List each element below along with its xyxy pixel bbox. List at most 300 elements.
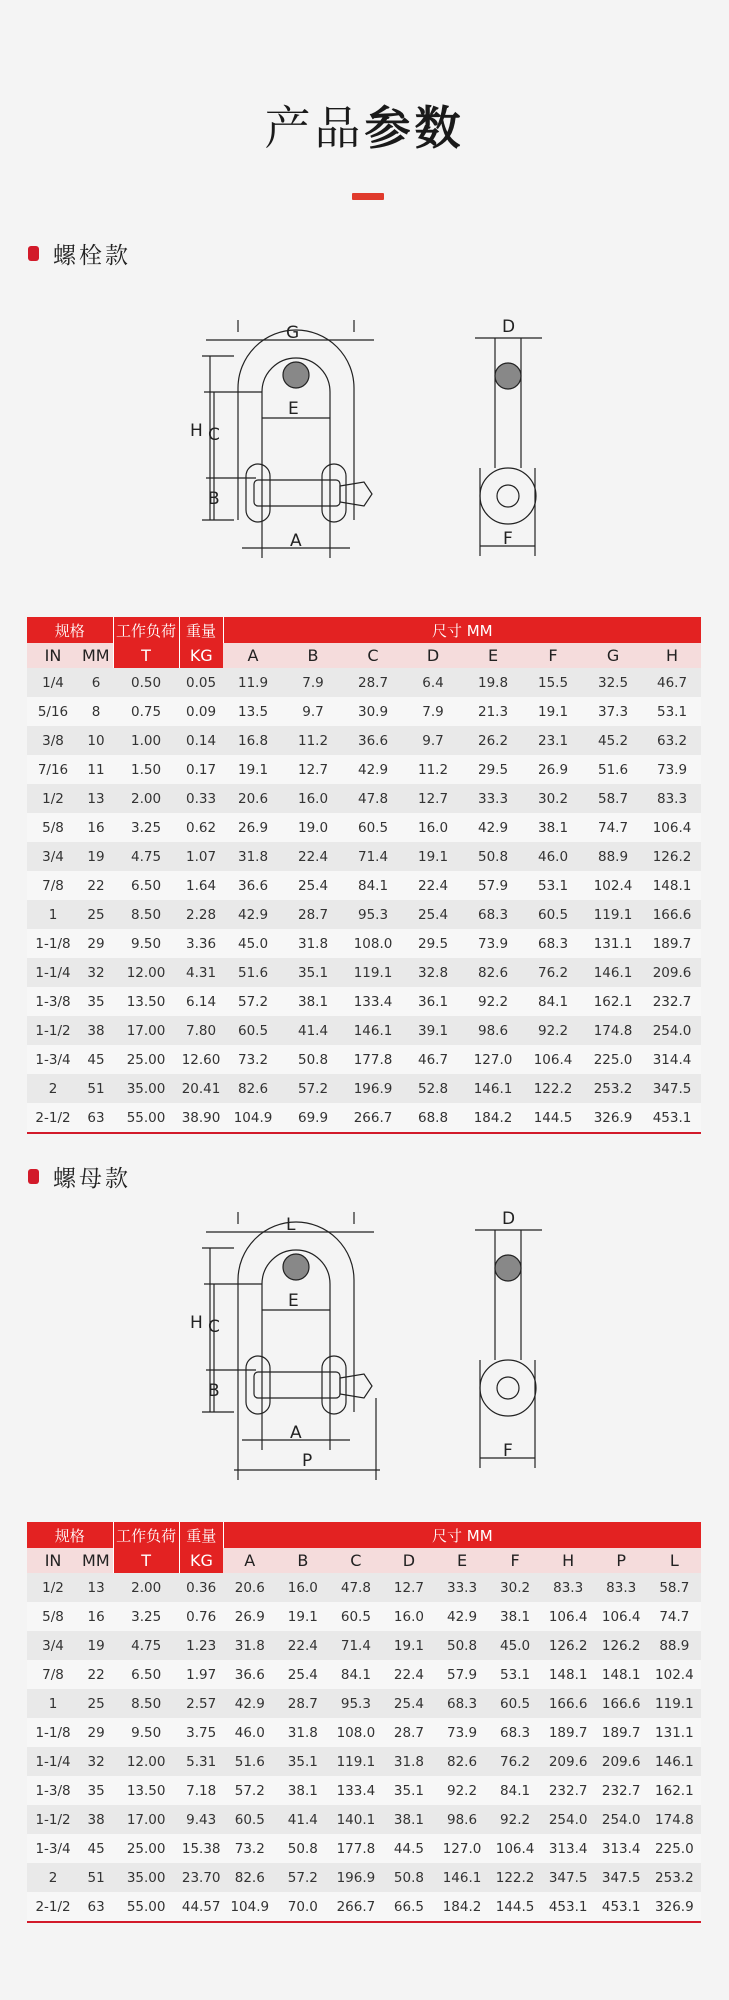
table-cell: 84.1 bbox=[329, 1660, 382, 1689]
table-cell: 131.1 bbox=[648, 1718, 701, 1747]
column-header-cell: KG bbox=[179, 643, 223, 668]
table-cell: 68.3 bbox=[435, 1689, 488, 1718]
dim-label-A: A bbox=[290, 531, 302, 551]
table-cell: 11.2 bbox=[403, 755, 463, 784]
table-cell: 146.1 bbox=[648, 1747, 701, 1776]
table-row bbox=[27, 900, 701, 929]
table-cell: 12.60 bbox=[179, 1045, 223, 1074]
table-cell: 2.00 bbox=[113, 784, 179, 813]
table-cell: 82.6 bbox=[223, 1863, 276, 1892]
table-cell: 16.0 bbox=[403, 813, 463, 842]
table-cell: 45.0 bbox=[489, 1631, 542, 1660]
dim-label-H: H bbox=[190, 421, 203, 441]
dim-label-F: F bbox=[503, 529, 513, 549]
table-cell: 0.17 bbox=[179, 755, 223, 784]
table-cell: 28.7 bbox=[283, 900, 343, 929]
table-cell: 73.2 bbox=[223, 1045, 283, 1074]
table-cell: 1-3/8 bbox=[27, 1776, 79, 1805]
table-cell: 7.9 bbox=[403, 697, 463, 726]
column-header-cell: D bbox=[382, 1548, 435, 1573]
column-header-cell: E bbox=[463, 643, 523, 668]
table-cell: 30.2 bbox=[523, 784, 583, 813]
table-cell: 146.1 bbox=[583, 958, 643, 987]
column-header-cell: H bbox=[643, 643, 701, 668]
table-cell: 42.9 bbox=[463, 813, 523, 842]
table-cell: 162.1 bbox=[648, 1776, 701, 1805]
table-cell: 76.2 bbox=[523, 958, 583, 987]
table-cell: 166.6 bbox=[595, 1689, 648, 1718]
table-cell: 88.9 bbox=[648, 1631, 701, 1660]
table-cell: 7/8 bbox=[27, 1660, 79, 1689]
table-cell: 1-1/8 bbox=[27, 1718, 79, 1747]
table-cell: 108.0 bbox=[329, 1718, 382, 1747]
table-cell: 209.6 bbox=[595, 1747, 648, 1776]
table-cell: 28.7 bbox=[343, 668, 403, 697]
table-cell: 19 bbox=[79, 842, 113, 871]
table-cell: 0.62 bbox=[179, 813, 223, 842]
table-cell: 28.7 bbox=[382, 1718, 435, 1747]
column-header-cell: T bbox=[113, 643, 179, 668]
table-cell: 83.3 bbox=[542, 1573, 595, 1602]
table-cell: 57.2 bbox=[223, 987, 283, 1016]
table-cell: 92.2 bbox=[463, 987, 523, 1016]
table-cell: 1 bbox=[27, 900, 79, 929]
table-cell: 57.9 bbox=[463, 871, 523, 900]
table-cell: 347.5 bbox=[542, 1863, 595, 1892]
table-cell: 28.7 bbox=[276, 1689, 329, 1718]
table-row bbox=[27, 1892, 701, 1922]
column-header-cell: L bbox=[648, 1548, 701, 1573]
table-cell: 13.50 bbox=[113, 1776, 179, 1805]
table-cell: 3.75 bbox=[179, 1718, 223, 1747]
table-cell: 12.7 bbox=[382, 1573, 435, 1602]
table-cell: 55.00 bbox=[113, 1892, 179, 1922]
table-row bbox=[27, 1045, 701, 1074]
table-cell: 122.2 bbox=[489, 1863, 542, 1892]
dim-label-H: H bbox=[190, 1313, 203, 1333]
table-cell: 22 bbox=[79, 1660, 113, 1689]
table-cell: 1.50 bbox=[113, 755, 179, 784]
table-cell: 0.05 bbox=[179, 668, 223, 697]
table-cell: 46.0 bbox=[223, 1718, 276, 1747]
table-cell: 82.6 bbox=[223, 1074, 283, 1103]
table-cell: 22.4 bbox=[283, 842, 343, 871]
table-cell: 29.5 bbox=[403, 929, 463, 958]
table-cell: 57.2 bbox=[276, 1863, 329, 1892]
table-cell: 17.00 bbox=[113, 1805, 179, 1834]
table-cell: 177.8 bbox=[343, 1045, 403, 1074]
table-cell: 30.9 bbox=[343, 697, 403, 726]
table-cell: 25.4 bbox=[276, 1660, 329, 1689]
table-cell: 58.7 bbox=[583, 784, 643, 813]
table-cell: 45.0 bbox=[223, 929, 283, 958]
table-cell: 35.00 bbox=[113, 1863, 179, 1892]
column-header-cell: MM bbox=[79, 643, 113, 668]
table-cell: 16 bbox=[79, 813, 113, 842]
table-cell: 209.6 bbox=[643, 958, 701, 987]
table-cell: 38.90 bbox=[179, 1103, 223, 1133]
column-header-cell: H bbox=[542, 1548, 595, 1573]
table-cell: 2.57 bbox=[179, 1689, 223, 1718]
table-cell: 46.7 bbox=[643, 668, 701, 697]
table-cell: 225.0 bbox=[583, 1045, 643, 1074]
table-cell: 225.0 bbox=[648, 1834, 701, 1863]
column-header-cell: MM bbox=[79, 1548, 113, 1573]
column-header-cell: A bbox=[223, 643, 283, 668]
table-cell: 46.0 bbox=[523, 842, 583, 871]
section-bolt-type-heading bbox=[28, 238, 131, 268]
table-cell: 146.1 bbox=[435, 1863, 488, 1892]
table-cell: 25.00 bbox=[113, 1834, 179, 1863]
table-cell: 453.1 bbox=[542, 1892, 595, 1922]
table-cell: 66.5 bbox=[382, 1892, 435, 1922]
table-row bbox=[27, 1718, 701, 1747]
column-header-cell: F bbox=[523, 643, 583, 668]
table-cell: 1.07 bbox=[179, 842, 223, 871]
table-cell: 83.3 bbox=[643, 784, 701, 813]
table-row bbox=[27, 871, 701, 900]
column-header-cell: A bbox=[223, 1548, 276, 1573]
table-cell: 140.1 bbox=[329, 1805, 382, 1834]
table-cell: 1-3/4 bbox=[27, 1045, 79, 1074]
table-cell: 21.3 bbox=[463, 697, 523, 726]
table-cell: 50.8 bbox=[382, 1863, 435, 1892]
table-cell: 106.4 bbox=[523, 1045, 583, 1074]
table-cell: 16.0 bbox=[382, 1602, 435, 1631]
table-cell: 19.1 bbox=[276, 1602, 329, 1631]
table-cell: 47.8 bbox=[329, 1573, 382, 1602]
table-cell: 7.9 bbox=[283, 668, 343, 697]
table-cell: 50.8 bbox=[463, 842, 523, 871]
table-cell: 84.1 bbox=[489, 1776, 542, 1805]
table-cell: 73.9 bbox=[643, 755, 701, 784]
table-cell: 42.9 bbox=[343, 755, 403, 784]
table-cell: 16 bbox=[79, 1602, 113, 1631]
group-header-cell: 工作负荷 bbox=[113, 617, 179, 643]
table-cell: 22.4 bbox=[403, 871, 463, 900]
table-cell: 32 bbox=[79, 958, 113, 987]
table-cell: 41.4 bbox=[283, 1016, 343, 1045]
table-cell: 31.8 bbox=[223, 842, 283, 871]
table-cell: 5.31 bbox=[179, 1747, 223, 1776]
table-row bbox=[27, 1689, 701, 1718]
table-cell: 22.4 bbox=[382, 1660, 435, 1689]
table-row bbox=[27, 1776, 701, 1805]
table-cell: 148.1 bbox=[643, 871, 701, 900]
table-cell: 51 bbox=[79, 1863, 113, 1892]
table-cell: 71.4 bbox=[329, 1631, 382, 1660]
table-cell: 32.5 bbox=[583, 668, 643, 697]
table-cell: 31.8 bbox=[276, 1718, 329, 1747]
table-cell: 3.25 bbox=[113, 813, 179, 842]
table-row bbox=[27, 1016, 701, 1045]
column-header-cell: G bbox=[583, 643, 643, 668]
group-header-cell: 规格 bbox=[27, 617, 113, 643]
table-cell: 104.9 bbox=[223, 1892, 276, 1922]
table-cell: 266.7 bbox=[343, 1103, 403, 1133]
table-cell: 60.5 bbox=[343, 813, 403, 842]
table-cell: 47.8 bbox=[343, 784, 403, 813]
table-row bbox=[27, 668, 701, 697]
table-cell: 42.9 bbox=[223, 900, 283, 929]
table-cell: 60.5 bbox=[223, 1016, 283, 1045]
table-cell: 12.00 bbox=[113, 958, 179, 987]
table-cell: 254.0 bbox=[643, 1016, 701, 1045]
table-cell: 254.0 bbox=[595, 1805, 648, 1834]
table-cell: 84.1 bbox=[523, 987, 583, 1016]
table-cell: 25.4 bbox=[403, 900, 463, 929]
table-cell: 92.2 bbox=[435, 1776, 488, 1805]
table-cell: 19.1 bbox=[382, 1631, 435, 1660]
table-cell: 453.1 bbox=[595, 1892, 648, 1922]
table-cell: 209.6 bbox=[542, 1747, 595, 1776]
table-cell: 35 bbox=[79, 1776, 113, 1805]
group-header-cell: 尺寸 MM bbox=[223, 617, 701, 643]
table-cell: 133.4 bbox=[329, 1776, 382, 1805]
table-row bbox=[27, 755, 701, 784]
group-header-cell: 重量 bbox=[179, 1522, 223, 1548]
table-cell: 13 bbox=[79, 784, 113, 813]
table-cell: 1.23 bbox=[179, 1631, 223, 1660]
table-cell: 29.5 bbox=[463, 755, 523, 784]
table-cell: 38.1 bbox=[382, 1805, 435, 1834]
table-cell: 51.6 bbox=[223, 958, 283, 987]
table-cell: 13.5 bbox=[223, 697, 283, 726]
table-cell: 60.5 bbox=[223, 1805, 276, 1834]
dim-label-E: E bbox=[288, 1291, 299, 1311]
section-marker-icon bbox=[28, 246, 39, 261]
table-cell: 2.00 bbox=[113, 1573, 179, 1602]
table-cell: 122.2 bbox=[523, 1074, 583, 1103]
table-cell: 0.76 bbox=[179, 1602, 223, 1631]
table-cell: 2 bbox=[27, 1863, 79, 1892]
table-cell: 31.8 bbox=[223, 1631, 276, 1660]
table-cell: 26.2 bbox=[463, 726, 523, 755]
table-cell: 126.2 bbox=[643, 842, 701, 871]
table-cell: 1/2 bbox=[27, 1573, 79, 1602]
table-cell: 326.9 bbox=[583, 1103, 643, 1133]
table-cell: 19 bbox=[79, 1631, 113, 1660]
table-cell: 0.36 bbox=[179, 1573, 223, 1602]
table-cell: 1-1/4 bbox=[27, 958, 79, 987]
dim-label-B: B bbox=[208, 489, 220, 509]
table-cell: 33.3 bbox=[463, 784, 523, 813]
column-header-cell: C bbox=[343, 643, 403, 668]
table-cell: 35.00 bbox=[113, 1074, 179, 1103]
column-header-cell: IN bbox=[27, 643, 79, 668]
table-cell: 7/8 bbox=[27, 871, 79, 900]
table-cell: 16.0 bbox=[283, 784, 343, 813]
table-cell: 22 bbox=[79, 871, 113, 900]
table-cell: 253.2 bbox=[583, 1074, 643, 1103]
table-cell: 71.4 bbox=[343, 842, 403, 871]
table-cell: 7.80 bbox=[179, 1016, 223, 1045]
table-cell: 313.4 bbox=[595, 1834, 648, 1863]
table-cell: 26.9 bbox=[223, 813, 283, 842]
group-header-cell: 规格 bbox=[27, 1522, 113, 1548]
table-cell: 127.0 bbox=[435, 1834, 488, 1863]
table-cell: 69.9 bbox=[283, 1103, 343, 1133]
table-cell: 26.9 bbox=[223, 1602, 276, 1631]
table-cell: 60.5 bbox=[489, 1689, 542, 1718]
table-cell: 23.70 bbox=[179, 1863, 223, 1892]
dim-label-P: P bbox=[302, 1451, 313, 1471]
table-cell: 106.4 bbox=[643, 813, 701, 842]
dim-label-A: A bbox=[290, 1423, 302, 1443]
table-cell: 119.1 bbox=[343, 958, 403, 987]
table-cell: 35.1 bbox=[276, 1747, 329, 1776]
table-cell: 4.75 bbox=[113, 842, 179, 871]
table-cell: 133.4 bbox=[343, 987, 403, 1016]
table-cell: 2-1/2 bbox=[27, 1892, 79, 1922]
table-cell: 1.00 bbox=[113, 726, 179, 755]
table-cell: 9.7 bbox=[403, 726, 463, 755]
table-cell: 1/4 bbox=[27, 668, 79, 697]
table-cell: 41.4 bbox=[276, 1805, 329, 1834]
table-cell: 11.9 bbox=[223, 668, 283, 697]
table-cell: 45.2 bbox=[583, 726, 643, 755]
table-cell: 106.4 bbox=[489, 1834, 542, 1863]
table-cell: 9.7 bbox=[283, 697, 343, 726]
table-cell: 184.2 bbox=[435, 1892, 488, 1922]
table-cell: 25.4 bbox=[283, 871, 343, 900]
table-cell: 0.14 bbox=[179, 726, 223, 755]
table-cell: 31.8 bbox=[382, 1747, 435, 1776]
table-cell: 184.2 bbox=[463, 1103, 523, 1133]
table-cell: 36.6 bbox=[223, 1660, 276, 1689]
table-cell: 146.1 bbox=[343, 1016, 403, 1045]
table-cell: 19.1 bbox=[523, 697, 583, 726]
table-cell: 11.2 bbox=[283, 726, 343, 755]
table-cell: 162.1 bbox=[583, 987, 643, 1016]
table-cell: 266.7 bbox=[329, 1892, 382, 1922]
table-cell: 104.9 bbox=[223, 1103, 283, 1133]
table-cell: 46.7 bbox=[403, 1045, 463, 1074]
table-cell: 6.14 bbox=[179, 987, 223, 1016]
table-cell: 7.18 bbox=[179, 1776, 223, 1805]
section-bolt-type-title: 螺栓款 bbox=[53, 242, 131, 269]
table-cell: 1.64 bbox=[179, 871, 223, 900]
table-cell: 166.6 bbox=[643, 900, 701, 929]
table-row bbox=[27, 1660, 701, 1689]
table-cell: 0.50 bbox=[113, 668, 179, 697]
nut-shackle-diagram bbox=[130, 1200, 570, 1490]
table-cell: 13 bbox=[79, 1573, 113, 1602]
dim-label-B: B bbox=[208, 1381, 220, 1401]
table-cell: 19.8 bbox=[463, 668, 523, 697]
table-cell: 51.6 bbox=[583, 755, 643, 784]
table-cell: 83.3 bbox=[595, 1573, 648, 1602]
table-cell: 15.5 bbox=[523, 668, 583, 697]
group-header-row bbox=[27, 1522, 701, 1548]
table-row bbox=[27, 958, 701, 987]
table-cell: 52.8 bbox=[403, 1074, 463, 1103]
table-row bbox=[27, 1805, 701, 1834]
table-cell: 58.7 bbox=[648, 1573, 701, 1602]
table-cell: 1/2 bbox=[27, 784, 79, 813]
table-cell: 26.9 bbox=[523, 755, 583, 784]
table-cell: 53.1 bbox=[523, 871, 583, 900]
column-header-row bbox=[27, 643, 701, 668]
table-cell: 25.00 bbox=[113, 1045, 179, 1074]
table-cell: 38.1 bbox=[523, 813, 583, 842]
table-row bbox=[27, 1747, 701, 1776]
table-row bbox=[27, 1834, 701, 1863]
table-cell: 19.1 bbox=[403, 842, 463, 871]
table-cell: 8.50 bbox=[113, 900, 179, 929]
table-cell: 126.2 bbox=[542, 1631, 595, 1660]
bolt-shackle-diagram bbox=[130, 308, 570, 570]
table-cell: 74.7 bbox=[583, 813, 643, 842]
table-cell: 1-3/4 bbox=[27, 1834, 79, 1863]
section-nut-type-title: 螺母款 bbox=[53, 1165, 131, 1192]
table-cell: 1-1/8 bbox=[27, 929, 79, 958]
table-cell: 6.50 bbox=[113, 871, 179, 900]
table-cell: 73.9 bbox=[435, 1718, 488, 1747]
table-cell: 63.2 bbox=[643, 726, 701, 755]
table-cell: 44.57 bbox=[179, 1892, 223, 1922]
section-nut-type-heading bbox=[28, 1161, 131, 1191]
column-header-cell: T bbox=[113, 1548, 179, 1573]
table-cell: 17.00 bbox=[113, 1016, 179, 1045]
table-cell: 127.0 bbox=[463, 1045, 523, 1074]
column-header-cell: F bbox=[489, 1548, 542, 1573]
table-cell: 25.4 bbox=[382, 1689, 435, 1718]
table-cell: 57.2 bbox=[223, 1776, 276, 1805]
table-cell: 8 bbox=[79, 697, 113, 726]
column-header-cell: KG bbox=[179, 1548, 223, 1573]
table-cell: 144.5 bbox=[523, 1103, 583, 1133]
table-row bbox=[27, 1631, 701, 1660]
table-cell: 1.97 bbox=[179, 1660, 223, 1689]
table-cell: 51 bbox=[79, 1074, 113, 1103]
table-cell: 5/8 bbox=[27, 1602, 79, 1631]
column-header-cell: D bbox=[403, 643, 463, 668]
table-cell: 53.1 bbox=[643, 697, 701, 726]
table-row bbox=[27, 813, 701, 842]
table-cell: 63 bbox=[79, 1892, 113, 1922]
table-cell: 189.7 bbox=[542, 1718, 595, 1747]
dim-label-D: D bbox=[502, 317, 516, 337]
table-cell: 0.33 bbox=[179, 784, 223, 813]
table-cell: 119.1 bbox=[329, 1747, 382, 1776]
table-cell: 95.3 bbox=[343, 900, 403, 929]
table-cell: 108.0 bbox=[343, 929, 403, 958]
group-header-cell: 尺寸 MM bbox=[223, 1522, 701, 1548]
table-cell: 45 bbox=[79, 1834, 113, 1863]
table-cell: 232.7 bbox=[643, 987, 701, 1016]
table-cell: 38.1 bbox=[276, 1776, 329, 1805]
table-cell: 119.1 bbox=[583, 900, 643, 929]
table-cell: 32.8 bbox=[403, 958, 463, 987]
table-cell: 73.9 bbox=[463, 929, 523, 958]
table-cell: 35.1 bbox=[382, 1776, 435, 1805]
dim-label-G: G bbox=[286, 323, 300, 343]
column-header-cell: E bbox=[435, 1548, 488, 1573]
table-cell: 3/4 bbox=[27, 1631, 79, 1660]
table-cell: 253.2 bbox=[648, 1863, 701, 1892]
table-cell: 76.2 bbox=[489, 1747, 542, 1776]
table-cell: 106.4 bbox=[542, 1602, 595, 1631]
table-cell: 453.1 bbox=[643, 1103, 701, 1133]
table-cell: 20.41 bbox=[179, 1074, 223, 1103]
table-cell: 144.5 bbox=[489, 1892, 542, 1922]
dim-label-E: E bbox=[288, 399, 299, 419]
table-cell: 102.4 bbox=[648, 1660, 701, 1689]
table-cell: 146.1 bbox=[463, 1074, 523, 1103]
column-header-cell: B bbox=[283, 643, 343, 668]
table-cell: 68.3 bbox=[523, 929, 583, 958]
